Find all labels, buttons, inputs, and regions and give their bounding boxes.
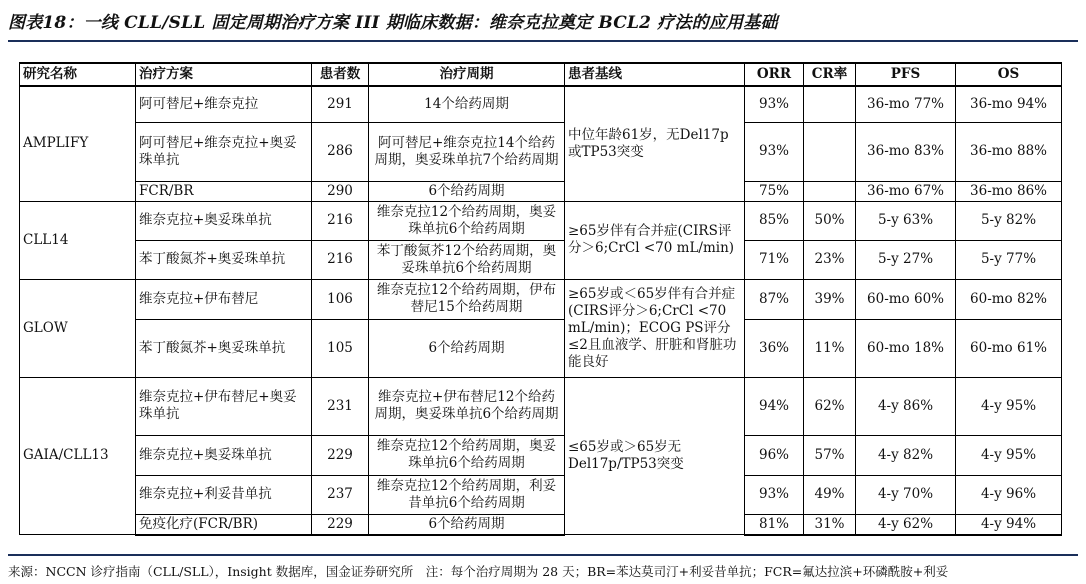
regimen-cell: 维奈克拉+利妥昔单抗 <box>136 475 312 514</box>
orr-cell: 93% <box>745 86 804 122</box>
table-row <box>20 435 1062 475</box>
regimen-cell: 阿可替尼+维奈克拉+奥妥珠单抗 <box>136 122 312 181</box>
cr-cell: 57% <box>804 435 856 475</box>
header-cycles: 治疗周期 <box>369 63 565 86</box>
pfs-cell: 36-mo 67% <box>856 181 956 201</box>
regimen-cell: 维奈克拉+伊布替尼+奥妥珠单抗 <box>136 377 312 435</box>
pfs-cell: 5-y 27% <box>856 240 956 279</box>
regimen-cell: 免疫化疗(FCR/BR) <box>136 514 312 535</box>
pfs-cell: 60-mo 18% <box>856 319 956 377</box>
header-regimen: 治疗方案 <box>136 63 312 86</box>
table-row <box>20 181 1062 201</box>
table-row <box>20 86 1062 122</box>
cr-cell: 39% <box>804 279 856 319</box>
orr-cell: 96% <box>745 435 804 475</box>
regimen-cell: 苯丁酸氮芥+奥妥珠单抗 <box>136 240 312 279</box>
regimen-cell: FCR/BR <box>136 181 312 201</box>
study-name: CLL14 <box>20 201 136 279</box>
pfs-cell: 4-y 70% <box>856 475 956 514</box>
figure-title: 图表18：一线 CLL/SLL 固定周期治疗方案 III 期临床数据：维奈克拉奠定 BCL2 疗法的应用基础 <box>8 13 778 33</box>
header-study: 研究名称 <box>20 63 136 86</box>
regimen-cell: 维奈克拉+伊布替尼 <box>136 279 312 319</box>
pfs-cell: 4-y 62% <box>856 514 956 535</box>
baseline-cell: ≥65岁或＜65岁伴有合并症(CIRS评分＞6;CrCl <70 mL/min)；ECOG PS评分≤2且血液学、肝脏和肾脏功能良好 <box>565 279 745 377</box>
os-cell: 4-y 96% <box>956 475 1062 514</box>
table-row <box>20 240 1062 279</box>
patient-count: 237 <box>312 475 369 514</box>
bottom-rule <box>8 554 1078 556</box>
patient-count: 106 <box>312 279 369 319</box>
table-row <box>20 377 1062 435</box>
header-row <box>20 63 1062 86</box>
cycles-cell: 苯丁酸氮芥12个给药周期，奥妥珠单抗6个给药周期 <box>369 240 565 279</box>
table-row <box>20 122 1062 181</box>
cr-cell: 23% <box>804 240 856 279</box>
os-cell: 4-y 95% <box>956 435 1062 475</box>
table-row <box>20 319 1062 377</box>
orr-cell: 71% <box>745 240 804 279</box>
regimen-cell: 维奈克拉+奥妥珠单抗 <box>136 201 312 240</box>
os-cell: 4-y 94% <box>956 514 1062 535</box>
orr-cell: 36% <box>745 319 804 377</box>
orr-cell: 94% <box>745 377 804 435</box>
os-cell: 60-mo 61% <box>956 319 1062 377</box>
header-n: 患者数 <box>312 63 369 86</box>
cr-cell: 31% <box>804 514 856 535</box>
baseline-cell: ≤65岁或＞65岁无Del17p/TP53突变 <box>565 377 745 535</box>
pfs-cell: 4-y 86% <box>856 377 956 435</box>
cycles-cell: 维奈克拉12个给药周期，奥妥珠单抗6个给药周期 <box>369 435 565 475</box>
cr-cell: 62% <box>804 377 856 435</box>
os-cell: 36-mo 86% <box>956 181 1062 201</box>
baseline-cell: 中位年龄61岁，无Del17p或TP53突变 <box>565 86 745 201</box>
patient-count: 290 <box>312 181 369 201</box>
os-cell: 36-mo 94% <box>956 86 1062 122</box>
os-cell: 5-y 77% <box>956 240 1062 279</box>
cr-cell: 50% <box>804 201 856 240</box>
cycles-cell: 维奈克拉12个给药周期，利妥昔单抗6个给药周期 <box>369 475 565 514</box>
table-row <box>20 475 1062 514</box>
baseline-cell: ≥65岁伴有合并症(CIRS评分＞6;CrCl <70 mL/min) <box>565 201 745 279</box>
cycles-cell: 6个给药周期 <box>369 181 565 201</box>
top-rule <box>8 40 1078 42</box>
cycles-cell: 维奈克拉12个给药周期，奥妥珠单抗6个给药周期 <box>369 201 565 240</box>
patient-count: 216 <box>312 240 369 279</box>
clinical-data-table <box>19 62 1062 536</box>
study-name: GLOW <box>20 279 136 377</box>
pfs-cell: 60-mo 60% <box>856 279 956 319</box>
patient-count: 216 <box>312 201 369 240</box>
cr-cell: 11% <box>804 319 856 377</box>
header-os: OS <box>956 63 1062 86</box>
os-cell: 4-y 95% <box>956 377 1062 435</box>
patient-count: 231 <box>312 377 369 435</box>
cycles-cell: 14个给药周期 <box>369 86 565 122</box>
orr-cell: 87% <box>745 279 804 319</box>
patient-count: 291 <box>312 86 369 122</box>
study-name: GAIA/CLL13 <box>20 377 136 535</box>
orr-cell: 93% <box>745 122 804 181</box>
header-orr: ORR <box>745 63 804 86</box>
orr-cell: 93% <box>745 475 804 514</box>
cycles-cell: 6个给药周期 <box>369 514 565 535</box>
cycles-cell: 阿可替尼+维奈克拉14个给药周期，奥妥珠单抗7个给药周期 <box>369 122 565 181</box>
orr-cell: 75% <box>745 181 804 201</box>
header-baseline: 患者基线 <box>565 63 745 86</box>
cycles-cell: 维奈克拉12个给药周期，伊布替尼15个给药周期 <box>369 279 565 319</box>
os-cell: 5-y 82% <box>956 201 1062 240</box>
cr-cell: 49% <box>804 475 856 514</box>
cr-cell <box>804 122 856 181</box>
source-note: 来源：NCCN 诊疗指南（CLL/SLL），Insight 数据库，国金证券研究所 注：每个治疗周期为 28 天；BR=苯达莫司汀+利妥昔单抗；FCR=氟达拉滨+环磷酰胺+利妥 <box>8 564 949 579</box>
pfs-cell: 36-mo 77% <box>856 86 956 122</box>
patient-count: 105 <box>312 319 369 377</box>
orr-cell: 85% <box>745 201 804 240</box>
os-cell: 36-mo 88% <box>956 122 1062 181</box>
table-row <box>20 201 1062 240</box>
pfs-cell: 36-mo 83% <box>856 122 956 181</box>
patient-count: 229 <box>312 435 369 475</box>
os-cell: 60-mo 82% <box>956 279 1062 319</box>
regimen-cell: 维奈克拉+奥妥珠单抗 <box>136 435 312 475</box>
orr-cell: 81% <box>745 514 804 535</box>
pfs-cell: 4-y 82% <box>856 435 956 475</box>
cycles-cell: 维奈克拉+伊布替尼12个给药周期，奥妥珠单抗6个给药周期 <box>369 377 565 435</box>
table-row <box>20 279 1062 319</box>
patient-count: 286 <box>312 122 369 181</box>
header-cr: CR率 <box>804 63 856 86</box>
study-name: AMPLIFY <box>20 86 136 201</box>
pfs-cell: 5-y 63% <box>856 201 956 240</box>
table-row <box>20 514 1062 535</box>
regimen-cell: 苯丁酸氮芥+奥妥珠单抗 <box>136 319 312 377</box>
cycles-cell: 6个给药周期 <box>369 319 565 377</box>
patient-count: 229 <box>312 514 369 535</box>
header-pfs: PFS <box>856 63 956 86</box>
cr-cell <box>804 181 856 201</box>
cr-cell <box>804 86 856 122</box>
regimen-cell: 阿可替尼+维奈克拉 <box>136 86 312 122</box>
